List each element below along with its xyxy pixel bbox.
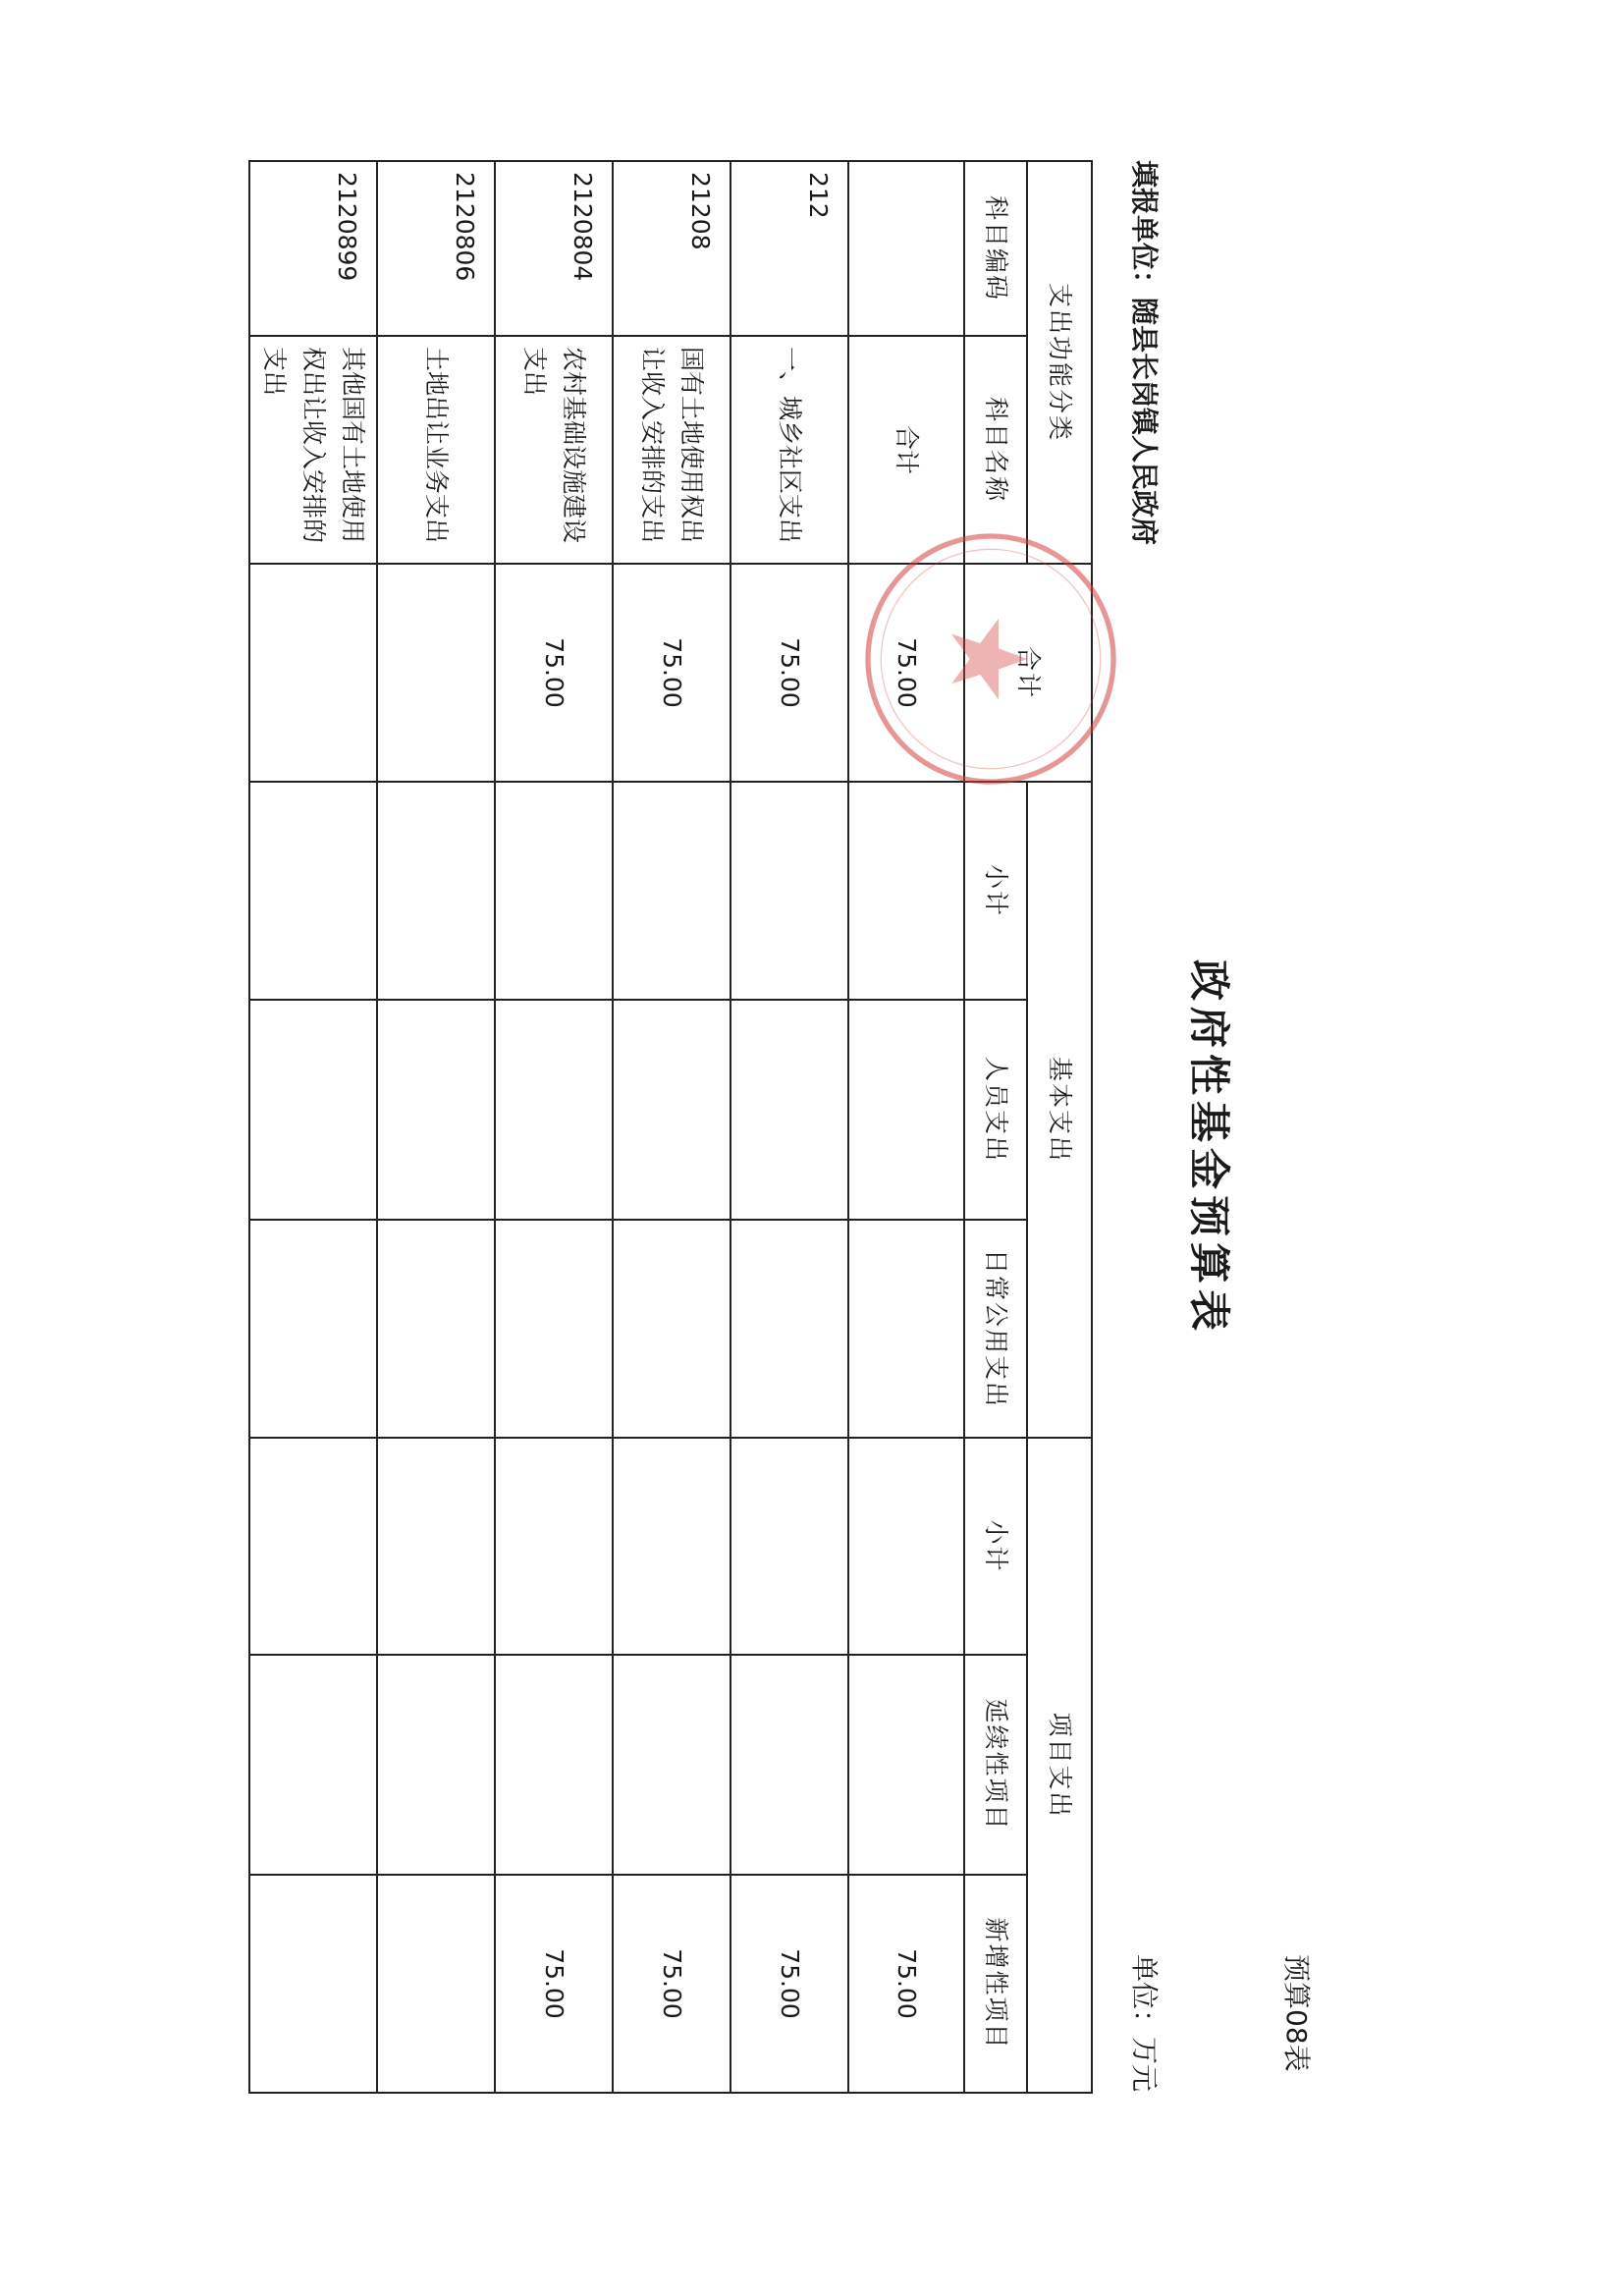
cell-name: 合计 <box>848 336 964 564</box>
table-row <box>249 161 377 2093</box>
cell-name: 一、城乡社区支出 <box>731 336 848 564</box>
table-row <box>613 161 731 2093</box>
table-row <box>495 161 613 2093</box>
cell-code: 2120804 <box>495 161 613 336</box>
header-basic: 基本支出 <box>1027 782 1092 1438</box>
cell-personnel <box>377 1000 495 1220</box>
table-row <box>848 161 964 2093</box>
header-total: 合计 <box>964 564 1092 782</box>
cell-total <box>377 564 495 782</box>
cell-project-subtotal <box>377 1438 495 1655</box>
cell-personnel <box>848 1000 964 1220</box>
cell-basic-subtotal <box>613 782 731 1000</box>
cell-name: 其他国有土地使用权出让收入安排的支出 <box>249 336 377 564</box>
cell-project-subtotal <box>249 1438 377 1655</box>
header-basic-subtotal: 小计 <box>964 782 1027 1000</box>
header-code: 科目编码 <box>964 161 1027 336</box>
cell-public <box>613 1220 731 1438</box>
cell-personnel <box>731 1000 848 1220</box>
cell-new <box>249 1875 377 2093</box>
cell-code: 21208 <box>613 161 731 336</box>
filler-unit: 填报单位：随县长岗镇人民政府 <box>1128 160 1161 546</box>
header-project: 项目支出 <box>1027 1438 1092 2093</box>
cell-personnel <box>613 1000 731 1220</box>
cell-continuing <box>731 1655 848 1875</box>
cell-public <box>377 1220 495 1438</box>
cell-name: 土地出让业务支出 <box>377 336 495 564</box>
budget-table <box>248 160 1093 2094</box>
cell-name: 国有土地使用权出让收入安排的支出 <box>613 336 731 564</box>
cell-new: 75.00 <box>731 1875 848 2093</box>
header-continuing: 延续性项目 <box>964 1655 1027 1875</box>
header-public: 日常公用支出 <box>964 1220 1027 1438</box>
amount-unit: 单位：万元 <box>1128 1954 1161 2093</box>
header-project-subtotal: 小计 <box>964 1438 1027 1655</box>
page-title: 政府性基金预算表 <box>1185 958 1233 1337</box>
cell-code: 2120899 <box>249 161 377 336</box>
cell-basic-subtotal <box>377 782 495 1000</box>
cell-total <box>249 564 377 782</box>
cell-basic-subtotal <box>731 782 848 1000</box>
header-new: 新增性项目 <box>964 1875 1027 2093</box>
cell-continuing <box>848 1655 964 1875</box>
cell-total: 75.00 <box>495 564 613 782</box>
form-number: 预算08表 <box>1280 1954 1313 2072</box>
table-row <box>731 161 848 2093</box>
cell-public <box>249 1220 377 1438</box>
cell-total: 75.00 <box>848 564 964 782</box>
cell-new: 75.00 <box>495 1875 613 2093</box>
cell-basic-subtotal <box>495 782 613 1000</box>
cell-project-subtotal <box>495 1438 613 1655</box>
table-row <box>377 161 495 2093</box>
cell-public <box>731 1220 848 1438</box>
cell-code: 212 <box>731 161 848 336</box>
header-func-class: 支出功能分类 <box>1027 161 1092 564</box>
cell-public <box>495 1220 613 1438</box>
cell-public <box>848 1220 964 1438</box>
cell-total: 75.00 <box>613 564 731 782</box>
cell-project-subtotal <box>731 1438 848 1655</box>
cell-basic-subtotal <box>249 782 377 1000</box>
cell-continuing <box>377 1655 495 1875</box>
header-name: 科目名称 <box>964 336 1027 564</box>
cell-continuing <box>613 1655 731 1875</box>
cell-new: 75.00 <box>848 1875 964 2093</box>
cell-total: 75.00 <box>731 564 848 782</box>
header-personnel: 人员支出 <box>964 1000 1027 1220</box>
cell-new: 75.00 <box>613 1875 731 2093</box>
cell-personnel <box>249 1000 377 1220</box>
cell-project-subtotal <box>848 1438 964 1655</box>
cell-code: 2120806 <box>377 161 495 336</box>
cell-new <box>377 1875 495 2093</box>
cell-personnel <box>495 1000 613 1220</box>
cell-basic-subtotal <box>848 782 964 1000</box>
cell-code <box>848 161 964 336</box>
cell-project-subtotal <box>613 1438 731 1655</box>
cell-continuing <box>495 1655 613 1875</box>
cell-continuing <box>249 1655 377 1875</box>
cell-name: 农村基础设施建设支出 <box>495 336 613 564</box>
